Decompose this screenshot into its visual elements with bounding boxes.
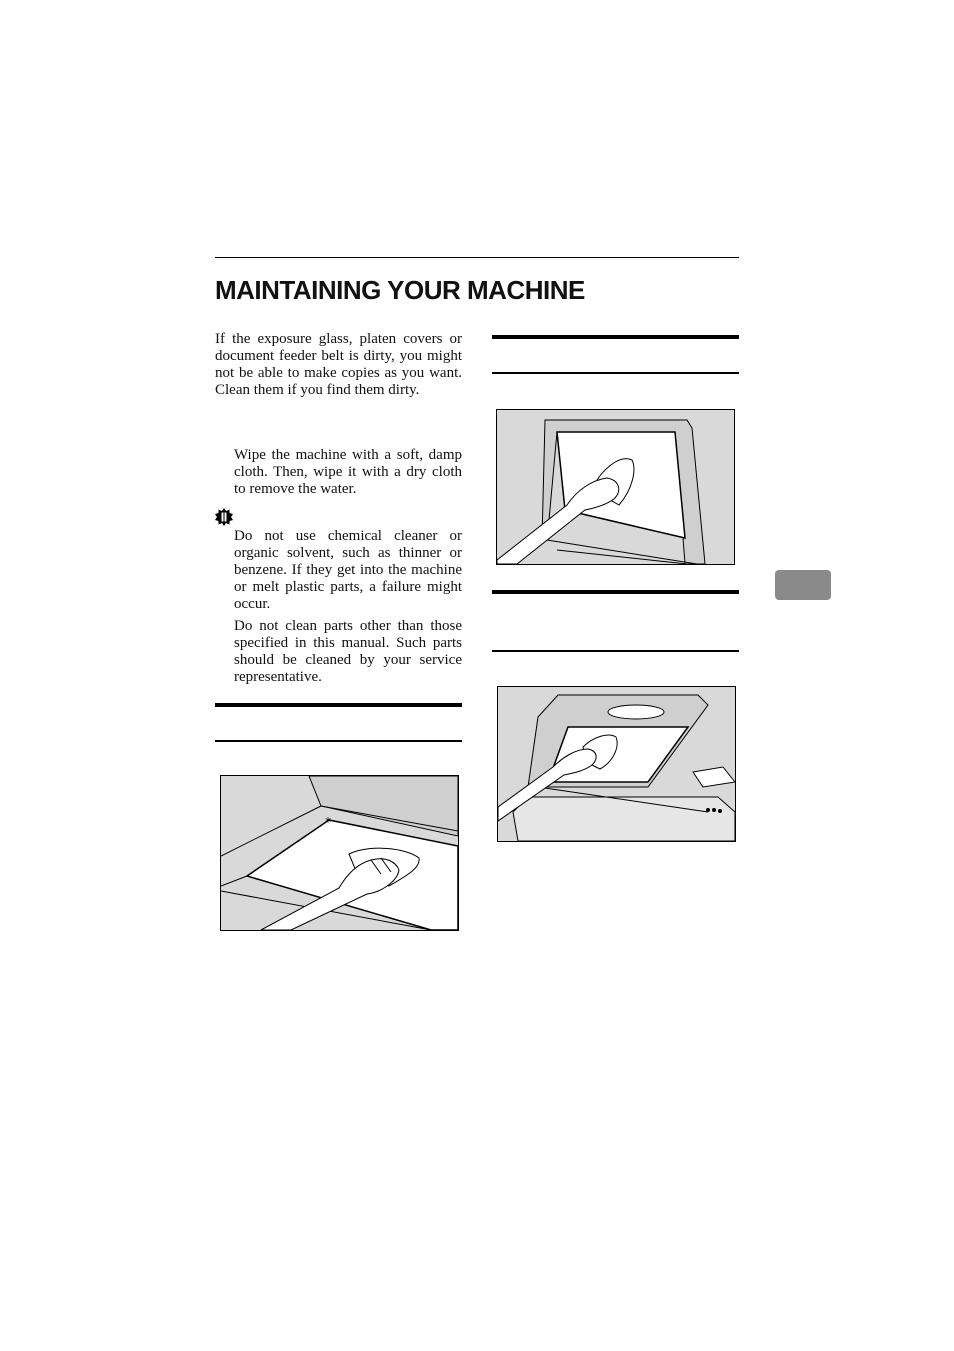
document-feeder-belt-illustration xyxy=(497,686,736,842)
section-rule-platen-cover xyxy=(492,335,739,339)
exposure-glass-illustration xyxy=(220,775,459,931)
platen-cover-illustration xyxy=(496,409,735,565)
section-rule-exposure-glass xyxy=(215,703,462,707)
intro-paragraph: If the exposure glass, platen covers or document feeder belt is dirty, you might not be able to make copies as you want. Clean them if you find them dirty. xyxy=(215,331,462,398)
important-note-2: Do not clean parts other than those specified in this manual. Such parts should be cleaned by your service representative. xyxy=(234,618,462,685)
page-title: MAINTAINING YOUR MACHINE xyxy=(215,275,585,305)
important-icon xyxy=(215,508,233,526)
chapter-tab xyxy=(775,570,831,600)
important-note-1: Do not use chemical cleaner or organic solvent, such as thinner or benzene. If they get into the machine or melt plastic parts, a failure might occur. xyxy=(234,528,462,612)
wipe-instruction: Wipe the machine with a soft, damp cloth. Then, wipe it with a dry cloth to remove the water. xyxy=(234,447,462,497)
section-subrule-platen-cover xyxy=(492,372,739,374)
svg-text:*: * xyxy=(325,815,331,829)
top-rule xyxy=(215,257,739,258)
section-subrule-exposure-glass xyxy=(215,740,462,742)
section-subrule-document-feeder xyxy=(492,650,739,652)
section-rule-document-feeder xyxy=(492,590,739,594)
